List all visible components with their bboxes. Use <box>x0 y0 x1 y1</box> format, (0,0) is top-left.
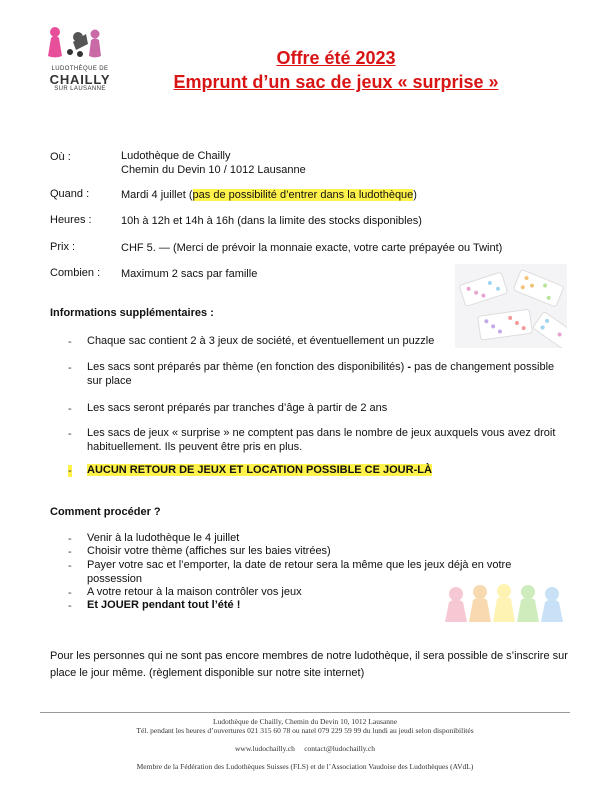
prix-label: Prix : <box>50 241 76 253</box>
title-line-2: Emprunt d’un sac de jeux « surprise » <box>173 72 499 92</box>
info-item-3: Les sacs seront préparés par tranches d’âge à partir de 2 ans <box>87 402 388 414</box>
membership-note: Pour les personnes qui ne sont pas encore membres de notre ludothèque, il sera possible de s’inscrire sur place le jour même. (règlement disponible sur notre site internet) <box>50 650 568 679</box>
prix-value: CHF 5. — (Merci de prévoir la monnaie exacte, votre carte prépayée ou Twint) <box>121 242 503 254</box>
ou-label: Où : <box>50 151 71 163</box>
combien-value: Maximum 2 sacs par famille <box>121 268 258 280</box>
bullet-marker: - <box>68 546 72 558</box>
bullet-marker: - <box>68 560 72 572</box>
procedure-step-2: Choisir votre thème (affiches sur les baies vitrées) <box>87 545 331 557</box>
procedure-step-1: Venir à la ludothèque le 4 juillet <box>87 532 240 544</box>
footer-website-link[interactable]: www.ludochailly.ch <box>234 744 295 753</box>
heures-value: 10h à 12h et 14h à 16h (dans la limite des stocks disponibles) <box>121 215 422 227</box>
info-item-5 <box>87 463 432 477</box>
bullet-marker: - <box>68 533 72 545</box>
procedure-step-4: A votre retour à la maison contrôler vos jeux <box>87 586 302 598</box>
procedure-step-3: Payer votre sac et l’emporter, la date de retour sera la même que les jeux déjà en votre possession <box>87 559 512 585</box>
bullet-marker: - <box>68 362 72 374</box>
bullet-marker: - <box>68 428 72 440</box>
info-item-2-c: pas de changement possible sur place <box>87 361 555 387</box>
ou-value <box>121 149 306 177</box>
info-item-5-text: AUCUN RETOUR DE JEUX ET LOCATION POSSIBLE CE JOUR-LÀ <box>87 464 432 476</box>
bullet-marker: - <box>68 587 72 599</box>
ou-line-1: Ludothèque de Chailly <box>121 150 231 162</box>
ou-line-2: Chemin du Devin 10 / 1012 Lausanne <box>121 164 306 176</box>
info-item-1: Chaque sac contient 2 à 3 jeux de société, et éventuellement un puzzle <box>87 335 435 347</box>
footer-contact <box>40 744 570 753</box>
bullet-marker: - <box>68 336 72 348</box>
footer-email-link[interactable]: contact@ludochailly.ch <box>304 744 375 753</box>
quand-text: Mardi 4 juillet ( <box>121 189 193 201</box>
quand-highlight: pas de possibilité d’entrer dans la ludothèque <box>192 189 414 201</box>
footer-address: Ludothèque de Chailly, Chemin du Devin 10, 1012 Lausanne <box>212 717 398 726</box>
title-line-1: Offre été 2023 <box>276 48 396 68</box>
quand-value <box>121 188 417 202</box>
logo-text-top: LUDOTHÈQUE DE <box>51 66 109 72</box>
procedure-step-5: Et JOUER pendant tout l’été ! <box>87 599 241 611</box>
combien-label: Combien : <box>50 267 101 279</box>
footer-membership: Membre de la Fédération des Ludothèques Suisses (FLS) et de l’Association Vaudoise des Ludothèques (AVdL) <box>136 762 474 771</box>
procedure-heading: Comment procéder ? <box>50 506 161 518</box>
quand-close: ) <box>413 189 417 201</box>
info-item-2 <box>87 360 567 388</box>
logo-text-bottom: SUR LAUSANNE <box>54 86 106 92</box>
pawns-logo-icon <box>40 22 120 66</box>
footer-phone: Tél. pendant les heures d’ouvertures 021 315 60 78 ou natel 079 229 59 99 du lundi au jeudi selon disponibilités <box>136 726 474 735</box>
info-item-2-a: Les sacs sont préparés par thème (en fonction des disponibilités) <box>87 361 405 373</box>
infos-heading: Informations supplémentaires : <box>50 307 214 319</box>
bullet-marker: - <box>68 465 72 477</box>
quand-label: Quand : <box>50 188 90 200</box>
pastel-pawns-image <box>442 582 566 624</box>
heures-label: Heures : <box>50 214 92 226</box>
info-item-2-dash: - <box>404 361 415 373</box>
bullet-marker: - <box>68 600 72 612</box>
ludotheque-logo <box>40 22 120 102</box>
info-item-4: Les sacs de jeux « surprise » ne comptent pas dans le nombre de jeux auxquels vous avez droit habituellement. Ils peuvent être pris en plus. <box>87 427 556 453</box>
logo-text-main: CHAILLY <box>49 72 111 87</box>
footer-divider <box>40 712 570 713</box>
bullet-marker: - <box>68 403 72 415</box>
